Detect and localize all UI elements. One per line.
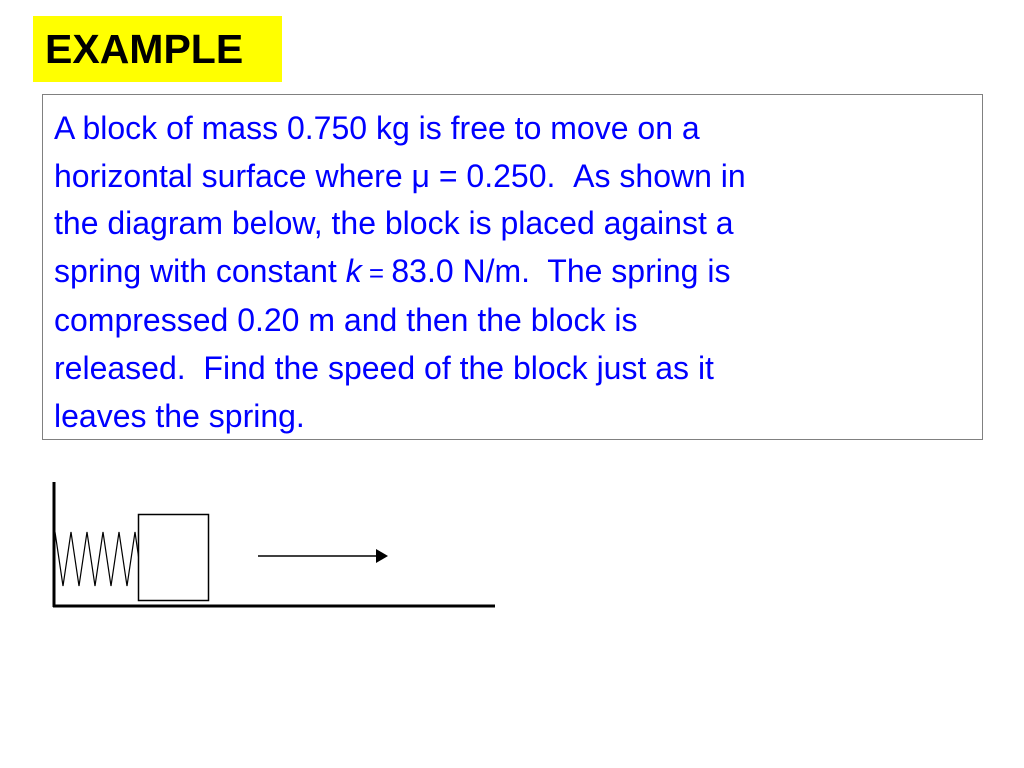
example-title: EXAMPLE [45, 26, 244, 72]
problem-line-4-end: 83.0 N/m. The spring is [391, 252, 731, 289]
spring-constant-symbol: k [345, 252, 362, 289]
problem-line-3: the diagram below, the block is placed against a [54, 205, 734, 242]
problem-line-2: horizontal surface where μ = 0.250. As shown in [54, 157, 746, 194]
problem-line-7: leaves the spring. [54, 397, 305, 434]
velocity-arrow-head [376, 549, 388, 563]
problem-line-5: compressed 0.20 m and then the block is [54, 302, 638, 339]
problem-line-6: released. Find the speed of the block just as it [54, 349, 714, 386]
equals-sign: = [361, 257, 392, 288]
block [139, 515, 209, 601]
problem-line-1: A block of mass 0.750 kg is free to move on a [54, 110, 700, 146]
problem-line-4-start: spring with constant [54, 252, 346, 289]
spring-coil [55, 532, 139, 586]
